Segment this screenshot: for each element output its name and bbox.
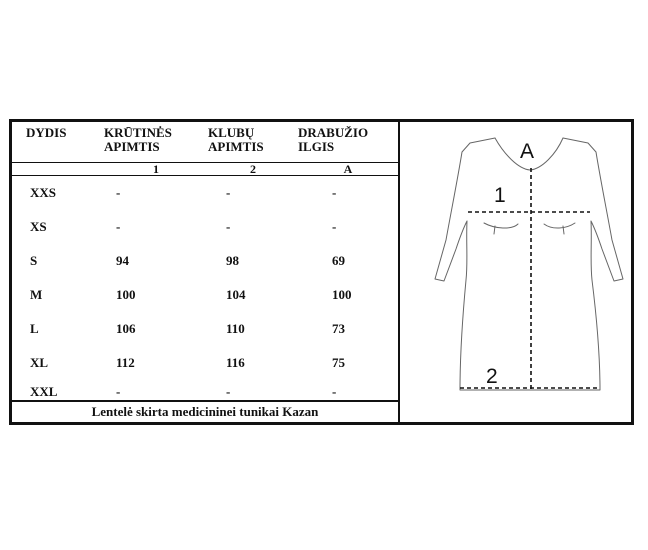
header-hips: KLUBŲ APIMTIS [208,122,298,163]
hips-cell: 110 [226,321,245,336]
key-chest: 1 [104,163,208,176]
chest-cell: 94 [116,253,129,268]
hips-cell: 98 [226,253,239,268]
label-chest-1: 1 [494,184,506,207]
waist-seam-left [484,223,518,228]
table-caption: Lentelė skirta medicininei tunikai Kazan [12,400,398,422]
length-cell: 73 [332,321,345,336]
size-table [12,122,398,404]
table-row [12,176,398,211]
key-length: A [298,163,398,176]
hips-cell: 104 [226,287,246,302]
size-cell: L [30,321,39,336]
header-row [12,122,398,163]
garment-figure [400,122,631,422]
size-cell: M [30,287,43,302]
key-row [12,163,398,176]
key-hips: 2 [208,163,298,176]
chest-cell: 112 [116,355,135,370]
header-chest: KRŪTINĖS APIMTIS [104,122,208,163]
table-row [12,312,398,346]
length-cell: 100 [332,287,352,302]
chest-cell: - [116,219,121,234]
hips-cell: - [226,384,231,399]
label-length-a: A [520,140,535,163]
size-table-area [12,122,400,422]
chest-cell: 100 [116,287,136,302]
key-size [12,163,104,176]
size-cell: XL [30,355,49,370]
chest-cell: - [116,185,121,200]
size-chart-frame [9,119,634,425]
header-size: DYDIS [12,122,104,163]
waist-seam-right [544,223,575,228]
chest-cell: 106 [116,321,136,336]
size-cell: S [30,253,38,268]
hips-cell: - [226,219,231,234]
length-cell: - [332,219,337,234]
length-cell: 75 [332,355,345,370]
tunic-body-line [435,138,623,390]
length-cell: 69 [332,253,345,268]
length-cell: - [332,384,337,399]
length-cell: - [332,185,337,200]
table-row [12,210,398,244]
table-row [12,244,398,278]
size-cell: XS [30,219,47,234]
tunic-outline [400,122,634,422]
hips-cell: 116 [226,355,245,370]
header-length: DRABUŽIO ILGIS [298,122,398,163]
size-cell: XXS [30,185,57,200]
hips-cell: - [226,185,231,200]
chest-cell: - [116,384,121,399]
label-hips-2: 2 [486,365,498,388]
table-row [12,278,398,312]
size-cell: XXL [30,384,58,399]
table-row [12,346,398,380]
